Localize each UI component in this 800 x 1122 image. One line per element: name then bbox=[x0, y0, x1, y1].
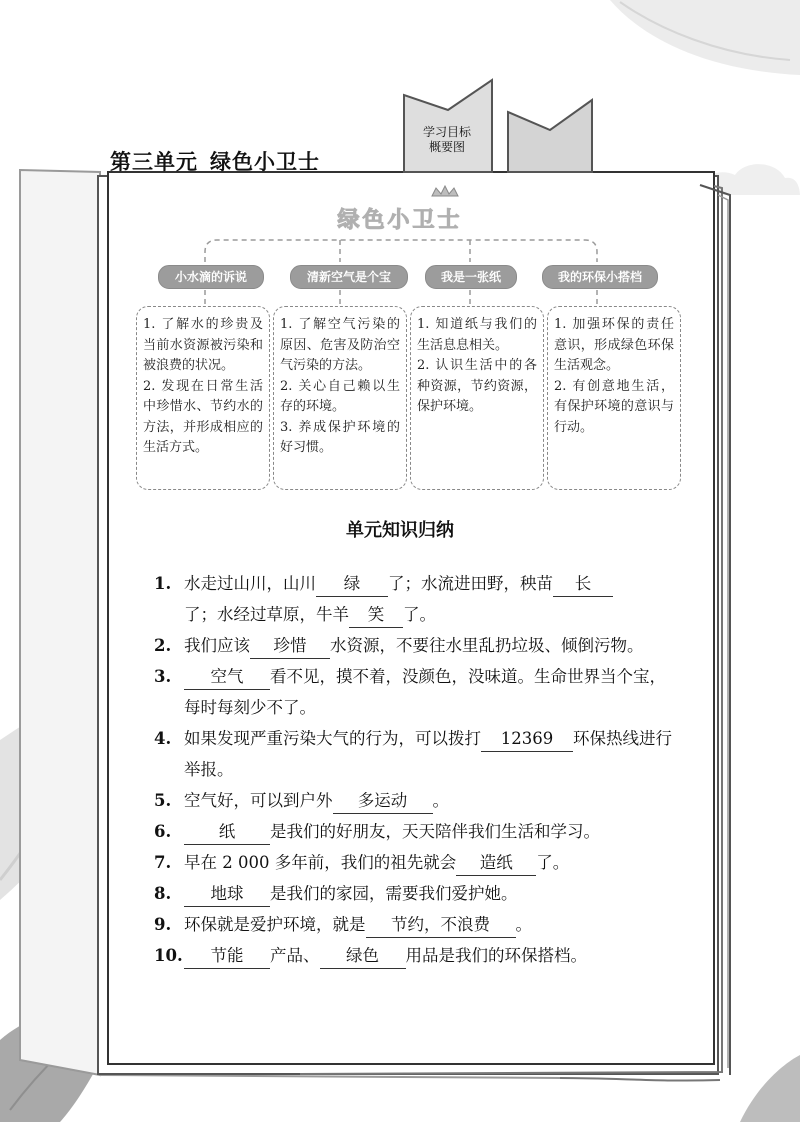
item-text: 了；水流进田野，秧苗 bbox=[388, 574, 553, 593]
goal-line: 1. 知道纸与我们的生活息息相关。 bbox=[417, 317, 537, 353]
item-number: 2. bbox=[154, 636, 172, 655]
item-number: 9. bbox=[154, 915, 172, 934]
item-number: 4. bbox=[154, 729, 172, 748]
summary-item bbox=[154, 847, 674, 878]
goal-box-eco bbox=[547, 306, 681, 490]
item-number: 7. bbox=[154, 853, 172, 872]
summary-item bbox=[154, 630, 674, 661]
unit-name: 绿色小卫士 bbox=[210, 149, 320, 174]
goal-box-air bbox=[273, 306, 407, 490]
leaf-decoration-top bbox=[610, 0, 800, 75]
item-text: 了；水经过草原，牛羊 bbox=[184, 605, 349, 624]
summary-item bbox=[154, 940, 674, 971]
summary-title: 单元知识归纳 bbox=[346, 520, 454, 541]
summary-item bbox=[154, 785, 674, 816]
answer-blank: 12369 bbox=[481, 727, 573, 752]
answer-blank: 绿 bbox=[316, 572, 388, 597]
category-label-eco: 我的环保小搭档 bbox=[542, 265, 658, 289]
bookmark-label-line2: 概要图 bbox=[428, 140, 465, 154]
unit-number: 第三单元 bbox=[110, 149, 198, 174]
summary-item bbox=[154, 816, 674, 847]
item-text: 用品是我们的环保搭档。 bbox=[405, 946, 587, 965]
answer-blank: 长 bbox=[553, 572, 613, 597]
item-text: 是我们的好朋友，天天陪伴我们生活和学习。 bbox=[270, 822, 600, 841]
goal-line: 2. 认识生活中的各种资源，节约资源，保护环境。 bbox=[417, 358, 537, 414]
bookmark-label-line1: 学习目标 bbox=[422, 125, 471, 139]
item-number: 10. bbox=[154, 946, 183, 965]
item-text: 是我们的家园，需要我们爱护她。 bbox=[270, 884, 518, 903]
item-text: 如果发现严重污染大气的行为，可以拨打 bbox=[184, 729, 481, 748]
item-number: 5. bbox=[154, 791, 172, 810]
item-text: 早在 2 000 多年前，我们的祖先就会 bbox=[184, 853, 457, 872]
item-text: 产品、 bbox=[270, 946, 320, 965]
item-text: 环保热线进行举报。 bbox=[184, 729, 672, 779]
item-text: 我们应该 bbox=[184, 636, 250, 655]
goal-line: 2. 发现在日常生活中珍惜水、节约水的方法，并形成相应的生活方式。 bbox=[143, 378, 263, 455]
item-number: 6. bbox=[154, 822, 172, 841]
item-text: 环保就是爱护环境，就是 bbox=[184, 915, 366, 934]
item-text: 水走过山川，山川 bbox=[184, 574, 316, 593]
goal-line: 1. 了解水的珍贵及当前水资源被污染和被浪费的状况。 bbox=[143, 317, 263, 373]
goal-line: 2. 有创意地生活，有保护环境的意识与行动。 bbox=[554, 378, 674, 435]
summary-item bbox=[154, 723, 674, 785]
item-text: 。 bbox=[432, 791, 449, 810]
item-number: 1. bbox=[154, 574, 172, 593]
goal-box-water bbox=[136, 306, 270, 490]
summary-item bbox=[154, 878, 674, 909]
unit-heading bbox=[110, 146, 320, 176]
summary-item bbox=[154, 909, 674, 940]
summary-item bbox=[154, 568, 674, 630]
answer-blank: 珍惜 bbox=[250, 634, 330, 659]
crown-icon bbox=[432, 186, 458, 196]
item-number: 3. bbox=[154, 667, 172, 686]
bookmark-label bbox=[410, 125, 484, 155]
answer-blank: 纸 bbox=[184, 820, 270, 845]
answer-blank: 多运动 bbox=[333, 789, 433, 814]
item-text: 空气好，可以到户外 bbox=[184, 791, 333, 810]
goal-line: 3. 养成保护环境的好习惯。 bbox=[280, 419, 400, 455]
category-label-paper: 我是一张纸 bbox=[425, 265, 517, 289]
item-text: 水资源，不要往水里乱扔垃圾、倾倒污物。 bbox=[330, 636, 644, 655]
goal-line: 1. 了解空气污染的原因、危害及防治空气污染的方法。 bbox=[280, 317, 400, 373]
summary-item bbox=[154, 661, 674, 723]
goal-line: 1. 加强环保的责任意识，形成绿色环保生活观念。 bbox=[554, 317, 674, 373]
answer-blank: 节能 bbox=[184, 944, 270, 969]
goal-line: 2. 关心自己赖以生存的环境。 bbox=[280, 378, 400, 414]
item-text: 了。 bbox=[403, 605, 436, 624]
goal-box-paper bbox=[410, 306, 544, 490]
item-number: 8. bbox=[154, 884, 172, 903]
answer-blank: 地球 bbox=[184, 882, 270, 907]
item-text: 。 bbox=[515, 915, 532, 934]
answer-blank: 空气 bbox=[184, 665, 270, 690]
answer-blank: 绿色 bbox=[320, 944, 406, 969]
item-text: 了。 bbox=[536, 853, 570, 872]
answer-blank: 笑 bbox=[349, 603, 403, 628]
answer-blank: 节约，不浪费 bbox=[366, 913, 516, 938]
category-label-air: 清新空气是个宝 bbox=[290, 265, 408, 289]
category-label-water: 小水滴的诉说 bbox=[158, 265, 264, 289]
item-text: 看不见，摸不着，没颜色，没味道。生命世界当个宝，每时每刻少不了。 bbox=[184, 667, 666, 717]
answer-blank: 造纸 bbox=[456, 851, 536, 876]
summary-list bbox=[154, 568, 674, 971]
concept-map-title: 绿色小卫士 bbox=[337, 208, 463, 233]
